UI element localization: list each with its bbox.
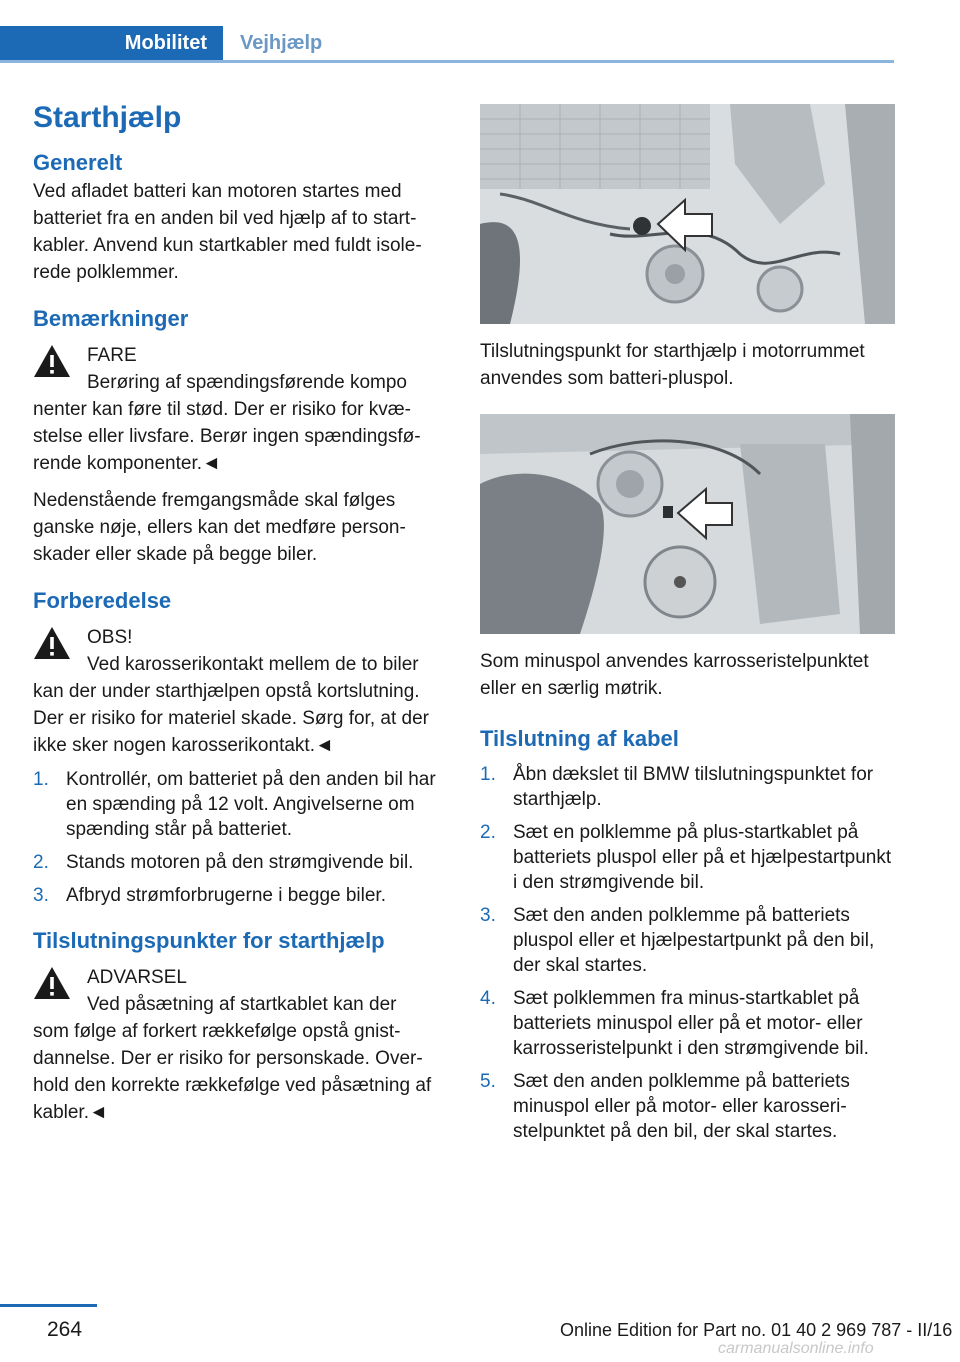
list-item: 3. Sæt den anden polklemme på batteriets pluspol eller et hjælpestartpunkt på den bil, der skal startes. bbox=[480, 905, 875, 976]
list-item: 1. Åbn dækslet til BMW tilslutningspunktet for starthjælp. bbox=[480, 764, 874, 810]
tab-divider bbox=[0, 60, 894, 63]
warning-text-first: Ved karosserikontakt mellem de to biler bbox=[87, 654, 419, 675]
list-item: 5. Sæt den anden polklemme på batteriets minuspol eller på motor- eller karosseristelpunktet på den bil, der skal startes. bbox=[480, 1071, 850, 1142]
list-item: 3. Afbryd strømforbrugerne i begge biler. bbox=[33, 885, 386, 906]
preparation-steps bbox=[33, 767, 445, 908]
bemaerkninger-paragraph: Nedenstående fremgangsmåde skal følges ganske nøje, ellers kan det medføre personskader eller skade på begge biler. bbox=[33, 490, 406, 565]
warning-text-first: Berøring af spændingsførende kompo bbox=[87, 372, 407, 393]
photo1-caption: Tilslutningspunkt for starthjælp i motorrummet anvendes som batteri-pluspol. bbox=[480, 341, 865, 389]
left-column bbox=[33, 98, 445, 1126]
warning-obs bbox=[33, 624, 445, 759]
warning-fare bbox=[33, 342, 445, 477]
warning-triangle-icon bbox=[33, 344, 71, 378]
warning-label: OBS! bbox=[87, 627, 133, 648]
engine-bay-positive-photo bbox=[480, 104, 895, 324]
right-column bbox=[480, 104, 895, 1152]
tab-mobilitet[interactable]: Mobilitet bbox=[0, 26, 223, 60]
list-item: 2. Stands motoren på den strømgivende bil. bbox=[33, 852, 414, 873]
heading-tilslutning-af-kabel: Tilslutning af kabel bbox=[480, 726, 679, 751]
heading-forberedelse: Forberedelse bbox=[33, 588, 172, 613]
generelt-text: Ved afladet batteri kan motoren startes med batteriet fra en anden bil ved hjælp af to startkabler. Anvend kun startkabler med fuldt isolerede polklemmer. bbox=[33, 181, 422, 283]
heading-generelt: Generelt bbox=[33, 150, 123, 175]
footer-rule bbox=[0, 1304, 97, 1307]
chapter-tabbar bbox=[0, 26, 894, 60]
tab-vejhjaelp[interactable]: Vejhjælp bbox=[240, 31, 323, 54]
heading-tilslutningspunkter: Tilslutningspunkter for starthjælp bbox=[33, 928, 385, 953]
list-item: 2. Sæt en polklemme på plus-startkablet på batteriets pluspol eller på et hjælpestartpunkt i den strømgivende bil. bbox=[480, 822, 892, 893]
warning-text-first: Ved påsætning af startkablet kan der bbox=[87, 994, 397, 1015]
warning-label: FARE bbox=[87, 345, 137, 366]
warning-text: kan der under starthjælpen opstå kortslutning. Der er risiko for materiel skade. Sørg for, at der ikke sker nogen karosserikontakt.◄ bbox=[33, 681, 429, 756]
heading-bemaerkninger: Bemærkninger bbox=[33, 306, 189, 331]
connection-steps bbox=[480, 762, 895, 1144]
list-item: 1. Kontrollér, om batteriet på den anden bil har en spænding på 12 volt. Angivelserne om spænding står på batteriet. bbox=[33, 769, 436, 840]
warning-text: som følge af forkert rækkefølge opstå gnistdannelse. Der er risiko for personskade. Overhold den korrekte rækkefølge ved påsætning af kabler.◄ bbox=[33, 1021, 432, 1123]
watermark: carmanualsonline.info bbox=[718, 1340, 874, 1357]
edition-note: Online Edition for Part no. 01 40 2 969 787 - II/16 bbox=[560, 1320, 953, 1340]
list-item: 4. Sæt polklemmen fra minus-startkablet på batteriets minuspol eller på et motor- eller karrosseristelpunkt i den strømgivende bil. bbox=[480, 988, 869, 1059]
warning-triangle-icon bbox=[33, 626, 71, 660]
engine-bay-negative-photo bbox=[480, 414, 895, 634]
page-number: 264 bbox=[47, 1318, 83, 1341]
photo2-caption: Som minuspol anvendes karrosseristelpunktet eller en særlig møtrik. bbox=[480, 651, 869, 699]
warning-label: ADVARSEL bbox=[87, 967, 187, 988]
warning-triangle-icon bbox=[33, 966, 71, 1000]
warning-advarsel bbox=[33, 964, 445, 1126]
warning-text: nenter kan føre til stød. Der er risiko for kvæstelse eller livsfare. Berør ingen spændingsførende komponenter.◄ bbox=[33, 399, 421, 474]
page-title: Starthjælp bbox=[33, 101, 182, 134]
